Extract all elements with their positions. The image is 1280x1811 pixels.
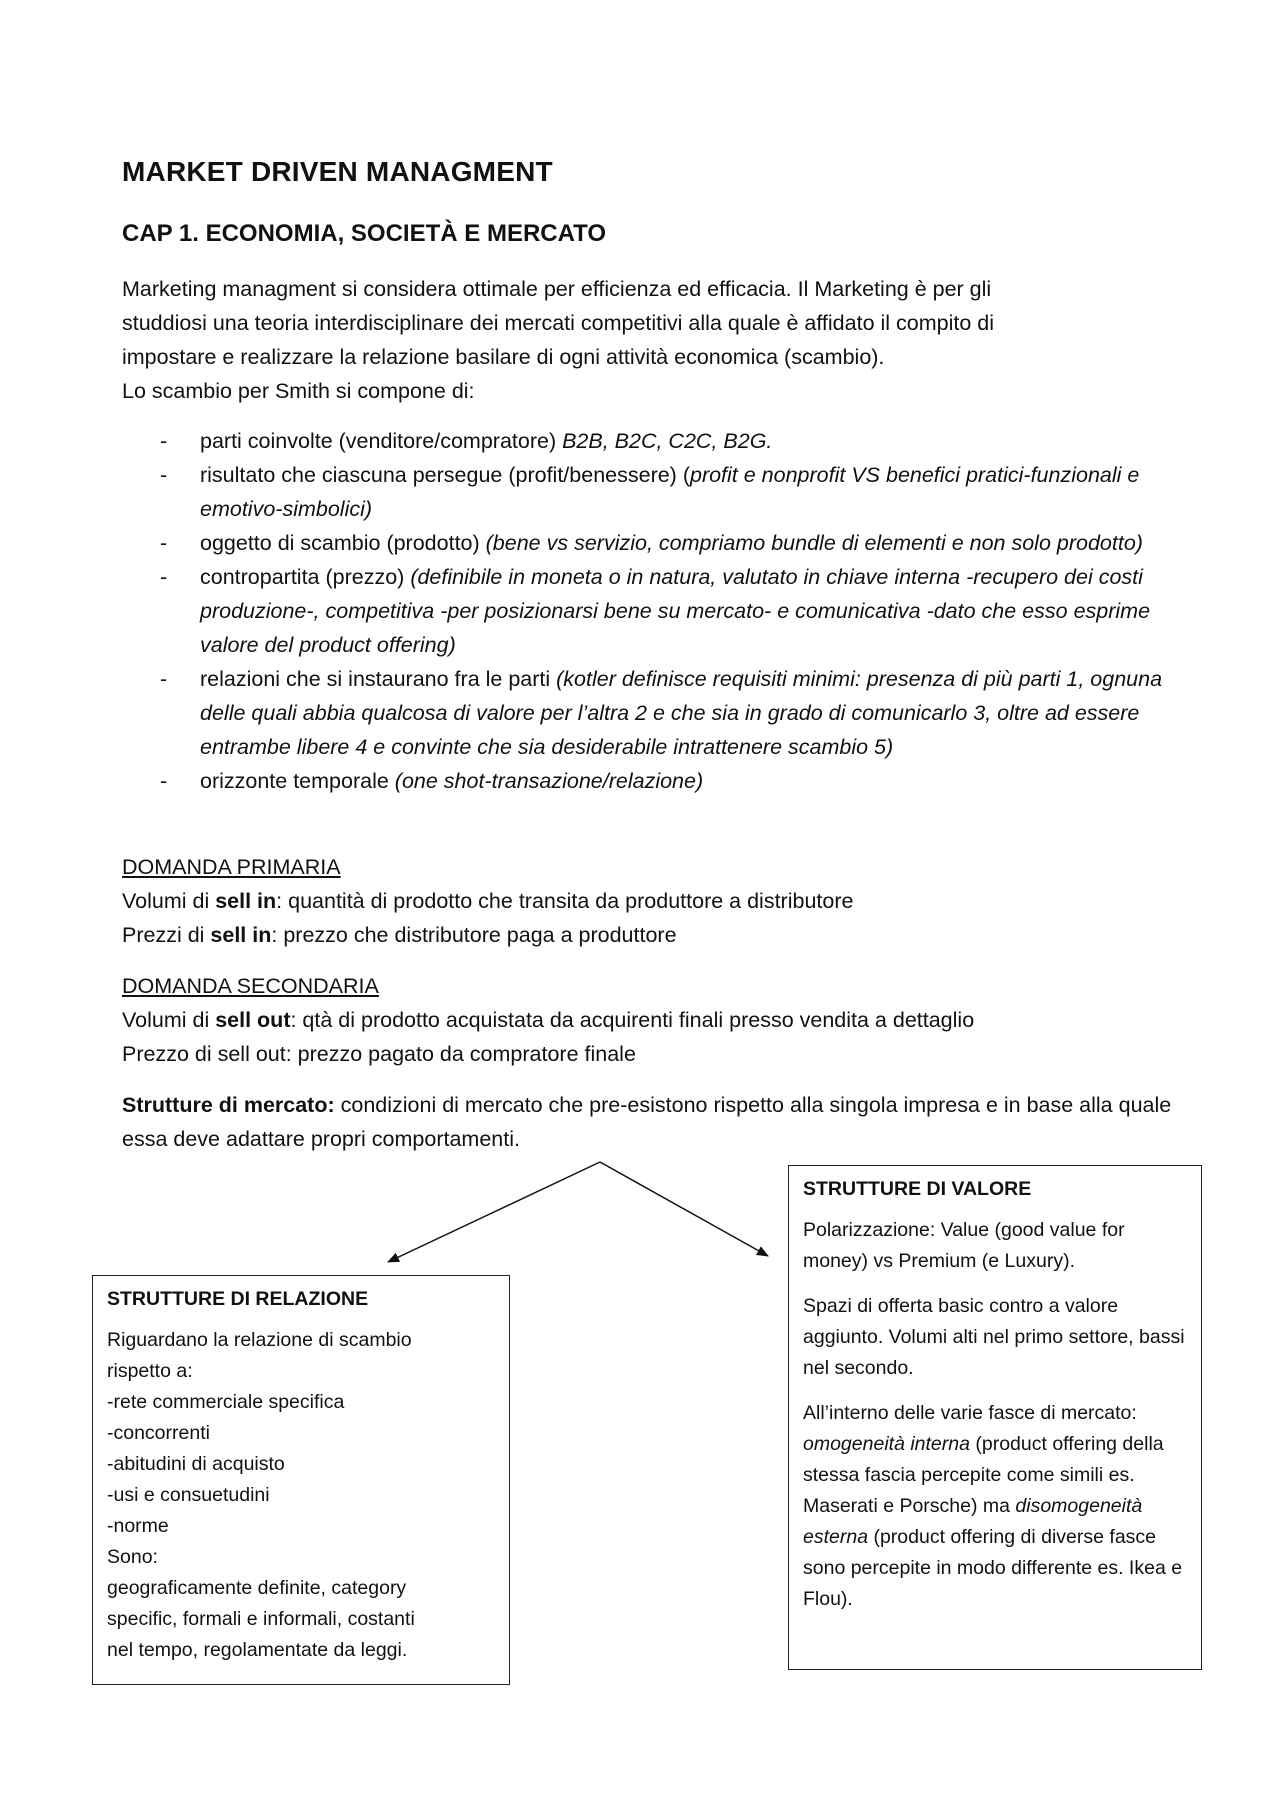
strutture-relazione-box <box>92 1275 510 1685</box>
bullet-dash: - <box>160 565 168 589</box>
list-item-note: B2B, B2C, C2C, B2G. <box>562 429 773 453</box>
list-item-note: (one shot-transazione/relazione) <box>394 769 704 793</box>
italic-term: disomogeneità esterna <box>803 1495 1143 1548</box>
text: (product offering della stessa fascia percepite come simili es. Maserati e Porsche) ma <box>803 1433 1164 1517</box>
document-title: MARKET DRIVEN MANAGMENT <box>122 156 553 187</box>
bullet-dash: - <box>160 667 168 691</box>
box-heading: STRUTTURE DI RELAZIONE <box>107 1288 369 1310</box>
line-text: Volumi di <box>122 1008 216 1032</box>
list-item-note: profit e nonprofit VS benefici pratici-funzionali e emotivo-simbolici) <box>200 463 1140 521</box>
list-item-text: relazioni che si instaurano fra le parti <box>200 667 557 691</box>
list-item-text: oggetto di scambio (prodotto) <box>200 531 486 555</box>
line-text: Volumi di <box>122 889 216 913</box>
strutture-valore-box <box>788 1165 1202 1670</box>
bullet-dash: - <box>160 429 168 453</box>
bold-term: sell in <box>215 889 277 913</box>
bold-term: sell in <box>210 923 272 947</box>
box-line: Sono: <box>107 1546 158 1568</box>
intro-line: Lo scambio per Smith si compone di: <box>122 379 475 403</box>
box-line: specific, formali e informali, costanti <box>107 1608 415 1630</box>
text: All’interno delle varie fasce di mercato: <box>803 1402 1137 1424</box>
section-line: Prezzo di sell out: prezzo pagato da compratore finale <box>122 1042 636 1066</box>
box-paragraph <box>803 1398 1187 1615</box>
box-line: -usi e consuetudini <box>107 1484 270 1506</box>
box-paragraph: Polarizzazione: Value (good value for money) vs Premium (e Luxury). <box>803 1219 1125 1272</box>
list-item-note: (bene vs servizio, compriamo bundle di elementi e non solo prodotto) <box>485 531 1143 555</box>
line-text: : prezzo che distributore paga a produttore <box>271 923 677 947</box>
line-text: : qtà di prodotto acquistata da acquirenti finali presso vendita a dettaglio <box>290 1008 975 1032</box>
bold-term: Strutture di mercato: <box>122 1093 335 1117</box>
box-line: -concorrenti <box>107 1422 210 1444</box>
text: (product offering di diverse fasce sono percepite in modo differente es. Ikea e Flou). <box>803 1526 1183 1610</box>
bullet-dash: - <box>160 531 168 555</box>
line-text: Prezzi di <box>122 923 211 947</box>
bullet-dash: - <box>160 463 168 487</box>
box-heading: STRUTTURE DI VALORE <box>803 1178 1032 1200</box>
section-heading: DOMANDA SECONDARIA <box>122 974 379 998</box>
box-line: -abitudini di acquisto <box>107 1453 285 1475</box>
list-item-text: risultato che ciascuna persegue (profit/benessere) ( <box>200 463 690 487</box>
box-line: -norme <box>107 1515 169 1537</box>
box-line: nel tempo, regolamentate da leggi. <box>107 1639 408 1661</box>
list-item-text: parti coinvolte (venditore/compratore) <box>200 429 563 453</box>
box-paragraph: Spazi di offerta basic contro a valore aggiunto. Volumi alti nel primo settore, bassi nel secondo. <box>803 1295 1185 1379</box>
bullet-dash: - <box>160 769 168 793</box>
left-arrow <box>388 1162 600 1262</box>
box-line: geograficamente definite, category <box>107 1577 407 1599</box>
list-item-text: contropartita (prezzo) <box>200 565 411 589</box>
box-line: -rete commerciale specifica <box>107 1391 345 1413</box>
line-text: : quantità di prodotto che transita da produttore a distributore <box>276 889 854 913</box>
intro-line: Marketing managment si considera ottimale per efficienza ed efficacia. Il Marketing è per gli <box>122 277 992 301</box>
list-item-note: (definibile in moneta o in natura, valutato in chiave interna -recupero dei costi produzione-, competitiva -per posizionarsi bene su mercato- e comunicativa -dato che esso esprime valore del product offering) <box>200 565 1151 657</box>
right-arrow <box>600 1162 768 1256</box>
italic-term: omogeneità interna <box>803 1433 970 1455</box>
list-item-text: orizzonte temporale <box>200 769 395 793</box>
definition-text: condizioni di mercato che pre-esistono rispetto alla singola impresa e in base alla quale essa deve adattare propri comportamenti. <box>122 1093 1172 1151</box>
chapter-heading: CAP 1. ECONOMIA, SOCIETÀ E MERCATO <box>122 220 607 247</box>
intro-line: studdiosi una teoria interdisciplinare dei mercati competitivi alla quale è affidato il compito di <box>122 311 995 335</box>
section-heading: DOMANDA PRIMARIA <box>122 855 341 879</box>
bold-term: sell out <box>215 1008 291 1032</box>
list-item-note: (kotler definisce requisiti minimi: presenza di più parti 1, ognuna delle quali abbia qualcosa di valore per l’altra 2 e che sia in grado di comunicarlo 3, oltre ad essere entrambe libere 4 e convinte che sia desiderabile intrattenere scambio 5) <box>200 667 1163 759</box>
box-line: Riguardano la relazione di scambio <box>107 1329 412 1351</box>
box-line: rispetto a: <box>107 1360 193 1382</box>
intro-line: impostare e realizzare la relazione basilare di ogni attività economica (scambio). <box>122 345 885 369</box>
